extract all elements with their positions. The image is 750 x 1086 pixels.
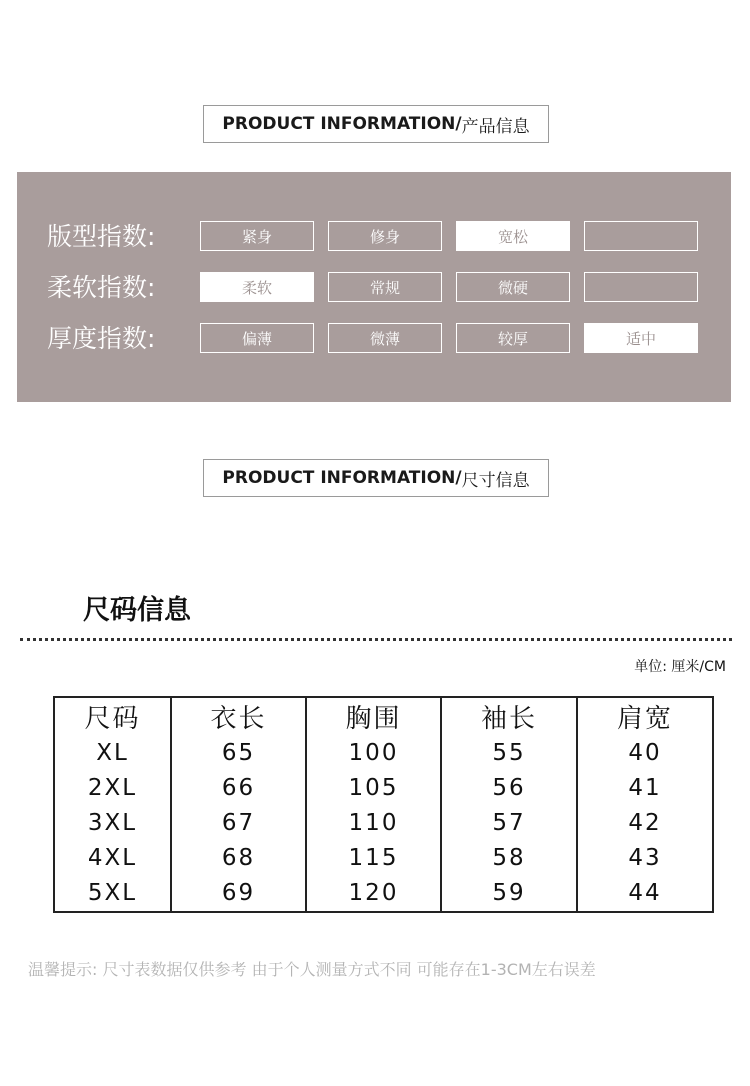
table-cell: 115 xyxy=(306,841,441,876)
option-empty xyxy=(584,221,698,251)
size-section-title: 尺码信息 xyxy=(83,595,191,626)
table-cell: XL xyxy=(54,735,171,770)
table-cell: 42 xyxy=(577,805,713,840)
table-cell: 66 xyxy=(171,770,306,805)
table-cell: 55 xyxy=(441,735,577,770)
table-cell: 120 xyxy=(306,876,441,912)
option-slim: 修身 xyxy=(328,221,442,251)
table-cell: 44 xyxy=(577,876,713,912)
table-row xyxy=(54,841,713,876)
option-loose-selected: 宽松 xyxy=(456,221,570,251)
table-row xyxy=(54,876,713,912)
table-row xyxy=(54,770,713,805)
table-cell: 5XL xyxy=(54,876,171,912)
table-cell: 4XL xyxy=(54,841,171,876)
table-cell: 43 xyxy=(577,841,713,876)
product-info-header xyxy=(203,105,549,143)
size-table xyxy=(53,696,714,913)
table-cell: 41 xyxy=(577,770,713,805)
header-cn-text: 产品信息 xyxy=(461,116,530,137)
table-cell: 3XL xyxy=(54,805,171,840)
table-cell: 110 xyxy=(306,805,441,840)
option-thicker: 较厚 xyxy=(456,323,570,353)
attribute-panel xyxy=(17,172,731,402)
table-cell: 59 xyxy=(441,876,577,912)
size-info-header xyxy=(203,459,549,497)
table-cell: 69 xyxy=(171,876,306,912)
table-cell: 40 xyxy=(577,735,713,770)
column-header: 胸围 xyxy=(306,697,441,735)
measurement-tip: 温馨提示: 尺寸表数据仅供参考 由于个人测量方式不同 可能存在1-3CM左右误差 xyxy=(28,960,596,979)
table-row xyxy=(54,735,713,770)
attribute-label: 版型指数: xyxy=(47,222,156,251)
column-header: 袖长 xyxy=(441,697,577,735)
table-cell: 68 xyxy=(171,841,306,876)
attribute-row-softness xyxy=(17,272,731,304)
header-en-text: PRODUCT INFORMATION/ xyxy=(222,468,462,488)
option-slightly-stiff: 微硬 xyxy=(456,272,570,302)
table-cell: 65 xyxy=(171,735,306,770)
table-cell: 2XL xyxy=(54,770,171,805)
table-cell: 56 xyxy=(441,770,577,805)
option-regular: 常规 xyxy=(328,272,442,302)
column-header: 尺码 xyxy=(54,697,171,735)
option-thin: 偏薄 xyxy=(200,323,314,353)
header-en-text: PRODUCT INFORMATION/ xyxy=(222,114,462,134)
option-tight: 紧身 xyxy=(200,221,314,251)
table-cell: 100 xyxy=(306,735,441,770)
unit-label: 单位: 厘米/CM xyxy=(634,659,726,675)
table-row xyxy=(54,805,713,840)
column-header: 衣长 xyxy=(171,697,306,735)
attribute-row-fit xyxy=(17,221,731,253)
option-medium-selected: 适中 xyxy=(584,323,698,353)
option-slightly-thin: 微薄 xyxy=(328,323,442,353)
table-cell: 58 xyxy=(441,841,577,876)
table-header-row xyxy=(54,697,713,735)
attribute-label: 厚度指数: xyxy=(47,324,156,353)
attribute-label: 柔软指数: xyxy=(47,273,156,302)
dotted-divider xyxy=(20,638,732,641)
column-header: 肩宽 xyxy=(577,697,713,735)
header-cn-text: 尺寸信息 xyxy=(461,470,530,491)
attribute-row-thickness xyxy=(17,323,731,355)
table-cell: 67 xyxy=(171,805,306,840)
option-empty xyxy=(584,272,698,302)
table-cell: 105 xyxy=(306,770,441,805)
option-soft-selected: 柔软 xyxy=(200,272,314,302)
table-cell: 57 xyxy=(441,805,577,840)
